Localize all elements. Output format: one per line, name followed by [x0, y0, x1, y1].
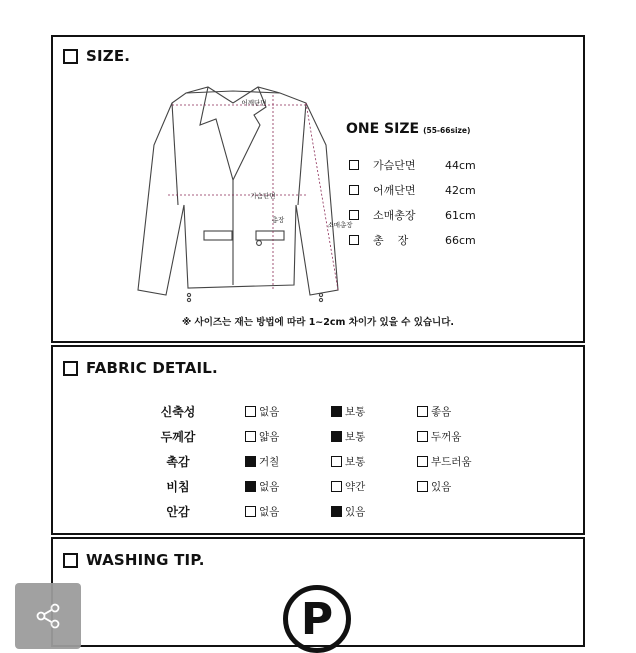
- size-title: SIZE.: [86, 47, 131, 65]
- checked-checkbox-icon: [331, 431, 342, 442]
- washing-panel: [51, 537, 585, 647]
- size-header: [63, 47, 130, 65]
- checkbox-icon: [245, 406, 256, 417]
- fabric-row-label: 신축성: [160, 405, 196, 419]
- fabric-option: [331, 404, 365, 419]
- checked-checkbox-icon: [331, 406, 342, 417]
- option-label: 없음: [259, 481, 280, 493]
- fabric-row-label: 두께감: [160, 430, 196, 444]
- option-label: 있음: [431, 481, 452, 493]
- checked-checkbox-icon: [245, 481, 256, 492]
- option-label: 있음: [345, 506, 366, 518]
- checkbox-icon: [417, 456, 428, 467]
- fabric-title: FABRIC DETAIL.: [86, 359, 218, 377]
- fabric-option: [331, 429, 365, 444]
- one-size-heading: [346, 121, 470, 137]
- option-label: 얇음: [259, 431, 280, 443]
- option-label: 좋음: [431, 406, 452, 418]
- fabric-option: [331, 479, 365, 494]
- option-label: 부드러움: [431, 456, 472, 468]
- measurement-row: [349, 182, 476, 198]
- jacket-diagram: [128, 85, 353, 305]
- fabric-option: [245, 479, 279, 494]
- measurement-name: 소매총장: [373, 209, 416, 222]
- measurement-value: 61cm: [445, 208, 476, 222]
- fabric-option: [417, 429, 461, 444]
- checkbox-icon: [349, 235, 359, 245]
- measurement-value: 44cm: [445, 158, 476, 172]
- option-label: 없음: [259, 406, 280, 418]
- dry-clean-p-icon: [283, 585, 351, 653]
- option-label: 두꺼움: [431, 431, 462, 443]
- fabric-option: [417, 404, 451, 419]
- fabric-row-label: 비침: [166, 480, 190, 494]
- fabric-option: [331, 454, 365, 469]
- fabric-header: [63, 359, 218, 377]
- measurement-name: 가슴단면: [373, 159, 416, 172]
- share-icon: [33, 601, 63, 631]
- fabric-option: [331, 504, 365, 519]
- option-label: 없음: [259, 506, 280, 518]
- option-label: 보통: [345, 431, 366, 443]
- shoulder-label: 어깨단면: [241, 99, 267, 107]
- dry-clean-symbol: P: [300, 593, 334, 645]
- washing-title: WASHING TIP.: [86, 551, 205, 569]
- share-button[interactable]: [15, 583, 81, 649]
- option-label: 보통: [345, 456, 366, 468]
- option-label: 약간: [345, 481, 366, 493]
- checkbox-icon: [349, 210, 359, 220]
- checkbox-icon: [417, 481, 428, 492]
- fabric-option: [245, 454, 279, 469]
- one-size-label: ONE SIZE: [346, 121, 420, 137]
- option-label: 거칠: [259, 456, 280, 468]
- checkbox-icon: [331, 481, 342, 492]
- measurement-value: 66cm: [445, 233, 476, 247]
- checked-checkbox-icon: [331, 506, 342, 517]
- fabric-option: [245, 404, 279, 419]
- fabric-row-label: 촉감: [166, 455, 190, 469]
- fabric-option: [417, 479, 451, 494]
- fabric-option: [417, 454, 472, 469]
- fabric-option: [245, 429, 279, 444]
- fabric-panel: [51, 345, 585, 535]
- checkbox-icon: [417, 431, 428, 442]
- measurement-value: 42cm: [445, 183, 476, 197]
- measurement-name: 어깨단면: [373, 184, 416, 197]
- checkbox-icon: [349, 160, 359, 170]
- measurement-name: 총 장: [373, 234, 409, 247]
- one-size-range: (55-66size): [423, 126, 471, 135]
- section-checkbox-icon: [63, 553, 78, 568]
- size-panel: [51, 35, 585, 343]
- size-note: ※ 사이즈는 재는 방법에 따라 1~2cm 차이가 있을 수 있습니다.: [181, 317, 455, 328]
- checkbox-icon: [331, 456, 342, 467]
- sleeve-label: 소매총장: [327, 221, 353, 229]
- measurement-row: [349, 157, 476, 173]
- measurement-row: [349, 232, 476, 248]
- chest-label: 가슴단면: [250, 192, 276, 200]
- checkbox-icon: [245, 506, 256, 517]
- section-checkbox-icon: [63, 361, 78, 376]
- fabric-row-label: 안감: [166, 505, 190, 519]
- section-checkbox-icon: [63, 49, 78, 64]
- option-label: 보통: [345, 406, 366, 418]
- length-label: 총장: [271, 216, 285, 224]
- fabric-option: [245, 504, 279, 519]
- washing-header: [63, 551, 205, 569]
- checked-checkbox-icon: [245, 456, 256, 467]
- checkbox-icon: [417, 406, 428, 417]
- checkbox-icon: [245, 431, 256, 442]
- measurement-row: [349, 207, 476, 223]
- checkbox-icon: [349, 185, 359, 195]
